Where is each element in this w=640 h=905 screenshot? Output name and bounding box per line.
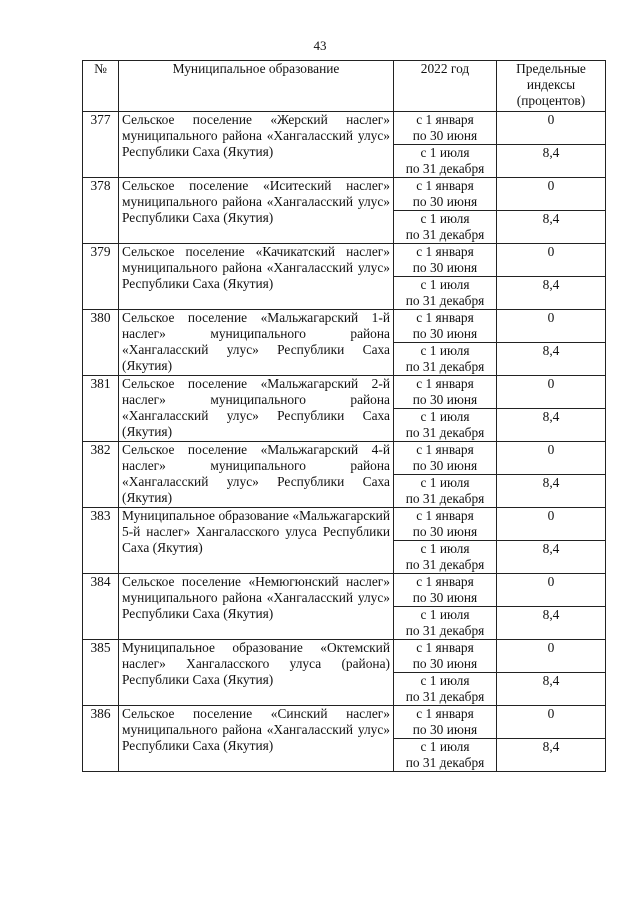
- index-value: 0: [497, 706, 606, 739]
- period-start: с 1 января: [416, 442, 474, 457]
- header-municipality: Муниципальное образование: [119, 61, 394, 112]
- period-cell: [394, 607, 497, 640]
- period-cell: [394, 277, 497, 310]
- period-end: по 31 декабря: [405, 491, 485, 506]
- period-cell: [394, 376, 497, 409]
- period-start: с 1 июля: [420, 277, 470, 292]
- period-cell: [394, 310, 497, 343]
- table-row: [83, 178, 606, 211]
- period-cell: [394, 640, 497, 673]
- period-cell: [394, 409, 497, 442]
- table-row: [83, 244, 606, 277]
- index-value: 8,4: [497, 277, 606, 310]
- period-cell: [394, 574, 497, 607]
- period-start: с 1 января: [416, 574, 474, 589]
- municipality-name: Сельское поселение «Жерский наслег» муниципального района «Хангаласский улус» Республики Саха (Якутия): [119, 112, 394, 178]
- row-number: 382: [83, 442, 119, 508]
- table-row: [83, 640, 606, 673]
- header-number: №: [83, 61, 119, 112]
- index-value: 8,4: [497, 409, 606, 442]
- period-cell: [394, 442, 497, 475]
- period-start: с 1 января: [416, 376, 474, 391]
- index-value: 0: [497, 574, 606, 607]
- table-row: [83, 706, 606, 739]
- index-value: 8,4: [497, 145, 606, 178]
- municipality-name: Сельское поселение «Качикатский наслег» муниципального района «Хангаласский улус» Республики Саха (Якутия): [119, 244, 394, 310]
- index-value: 0: [497, 178, 606, 211]
- row-number: 385: [83, 640, 119, 706]
- municipality-name: Сельское поселение «Мальжагарский 2-й наслег» муниципального района «Хангаласский улус» Республики Саха (Якутия): [119, 376, 394, 442]
- municipality-name: Сельское поселение «Синский наслег» муниципального района «Хангаласский улус» Республики Саха (Якутия): [119, 706, 394, 772]
- table-row: [83, 310, 606, 343]
- period-cell: [394, 508, 497, 541]
- period-start: с 1 января: [416, 640, 474, 655]
- row-number: 379: [83, 244, 119, 310]
- index-value: 0: [497, 112, 606, 145]
- period-start: с 1 июля: [420, 739, 470, 754]
- period-start: с 1 июля: [420, 673, 470, 688]
- table-header-row: [83, 61, 606, 112]
- period-start: с 1 июля: [420, 607, 470, 622]
- index-value: 8,4: [497, 607, 606, 640]
- period-end: по 31 декабря: [405, 755, 485, 770]
- period-cell: [394, 145, 497, 178]
- period-end: по 30 июня: [412, 656, 478, 671]
- row-number: 378: [83, 178, 119, 244]
- row-number: 383: [83, 508, 119, 574]
- table-row: [83, 376, 606, 409]
- index-value: 0: [497, 244, 606, 277]
- period-start: с 1 июля: [420, 343, 470, 358]
- page-number: 43: [313, 38, 327, 53]
- index-value: 0: [497, 310, 606, 343]
- table-body: [83, 112, 606, 772]
- period-end: по 30 июня: [412, 194, 478, 209]
- index-value: 0: [497, 508, 606, 541]
- header-year: 2022 год: [394, 61, 497, 112]
- period-end: по 30 июня: [412, 524, 478, 539]
- period-end: по 31 декабря: [405, 557, 485, 572]
- period-end: по 31 декабря: [405, 227, 485, 242]
- period-start: с 1 января: [416, 178, 474, 193]
- index-value: 0: [497, 376, 606, 409]
- index-value: 8,4: [497, 343, 606, 376]
- period-start: с 1 июля: [420, 541, 470, 556]
- period-start: с 1 января: [416, 112, 474, 127]
- period-cell: [394, 112, 497, 145]
- period-cell: [394, 178, 497, 211]
- row-number: 386: [83, 706, 119, 772]
- period-end: по 30 июня: [412, 590, 478, 605]
- table-row: [83, 508, 606, 541]
- period-end: по 31 декабря: [405, 689, 485, 704]
- period-start: с 1 января: [416, 310, 474, 325]
- period-cell: [394, 739, 497, 772]
- period-end: по 30 июня: [412, 458, 478, 473]
- period-cell: [394, 673, 497, 706]
- period-start: с 1 января: [416, 706, 474, 721]
- period-cell: [394, 541, 497, 574]
- header-index: Предельные индексы (процентов): [497, 61, 606, 112]
- index-value: 0: [497, 640, 606, 673]
- table-row: [83, 442, 606, 475]
- index-value: 8,4: [497, 211, 606, 244]
- period-cell: [394, 706, 497, 739]
- index-value: 0: [497, 442, 606, 475]
- municipality-name: Муниципальное образование «Мальжагарский 5-й наслег» Хангаласского улуса Республики Саха (Якутия): [119, 508, 394, 574]
- table-row: [83, 112, 606, 145]
- row-number: 381: [83, 376, 119, 442]
- period-end: по 30 июня: [412, 260, 478, 275]
- period-end: по 31 декабря: [405, 623, 485, 638]
- index-value: 8,4: [497, 739, 606, 772]
- index-value: 8,4: [497, 541, 606, 574]
- index-value: 8,4: [497, 475, 606, 508]
- tariff-index-table: [82, 60, 606, 772]
- period-cell: [394, 343, 497, 376]
- municipality-name: Муниципальное образование «Октемский наслег» Хангаласского улуса (района) Республики Саха (Якутия): [119, 640, 394, 706]
- period-cell: [394, 211, 497, 244]
- period-end: по 30 июня: [412, 326, 478, 341]
- row-number: 377: [83, 112, 119, 178]
- municipality-name: Сельское поселение «Мальжагарский 4-й наслег» муниципального района «Хангаласский улус» Республики Саха (Якутия): [119, 442, 394, 508]
- period-start: с 1 июля: [420, 409, 470, 424]
- row-number: 384: [83, 574, 119, 640]
- period-end: по 30 июня: [412, 392, 478, 407]
- index-value: 8,4: [497, 673, 606, 706]
- municipality-name: Сельское поселение «Немюгюнский наслег» муниципального района «Хангаласский улус» Республики Саха (Якутия): [119, 574, 394, 640]
- period-start: с 1 января: [416, 244, 474, 259]
- table-row: [83, 574, 606, 607]
- period-cell: [394, 475, 497, 508]
- period-end: по 31 декабря: [405, 425, 485, 440]
- municipality-name: Сельское поселение «Иситеский наслег» муниципального района «Хангаласский улус» Республики Саха (Якутия): [119, 178, 394, 244]
- period-start: с 1 июля: [420, 145, 470, 160]
- period-end: по 30 июня: [412, 128, 478, 143]
- period-end: по 31 декабря: [405, 359, 485, 374]
- period-end: по 31 декабря: [405, 293, 485, 308]
- municipality-name: Сельское поселение «Мальжагарский 1-й наслег» муниципального района «Хангаласский улус» Республики Саха (Якутия): [119, 310, 394, 376]
- period-end: по 30 июня: [412, 722, 478, 737]
- period-cell: [394, 244, 497, 277]
- period-start: с 1 июля: [420, 475, 470, 490]
- period-start: с 1 июля: [420, 211, 470, 226]
- period-end: по 31 декабря: [405, 161, 485, 176]
- period-start: с 1 января: [416, 508, 474, 523]
- row-number: 380: [83, 310, 119, 376]
